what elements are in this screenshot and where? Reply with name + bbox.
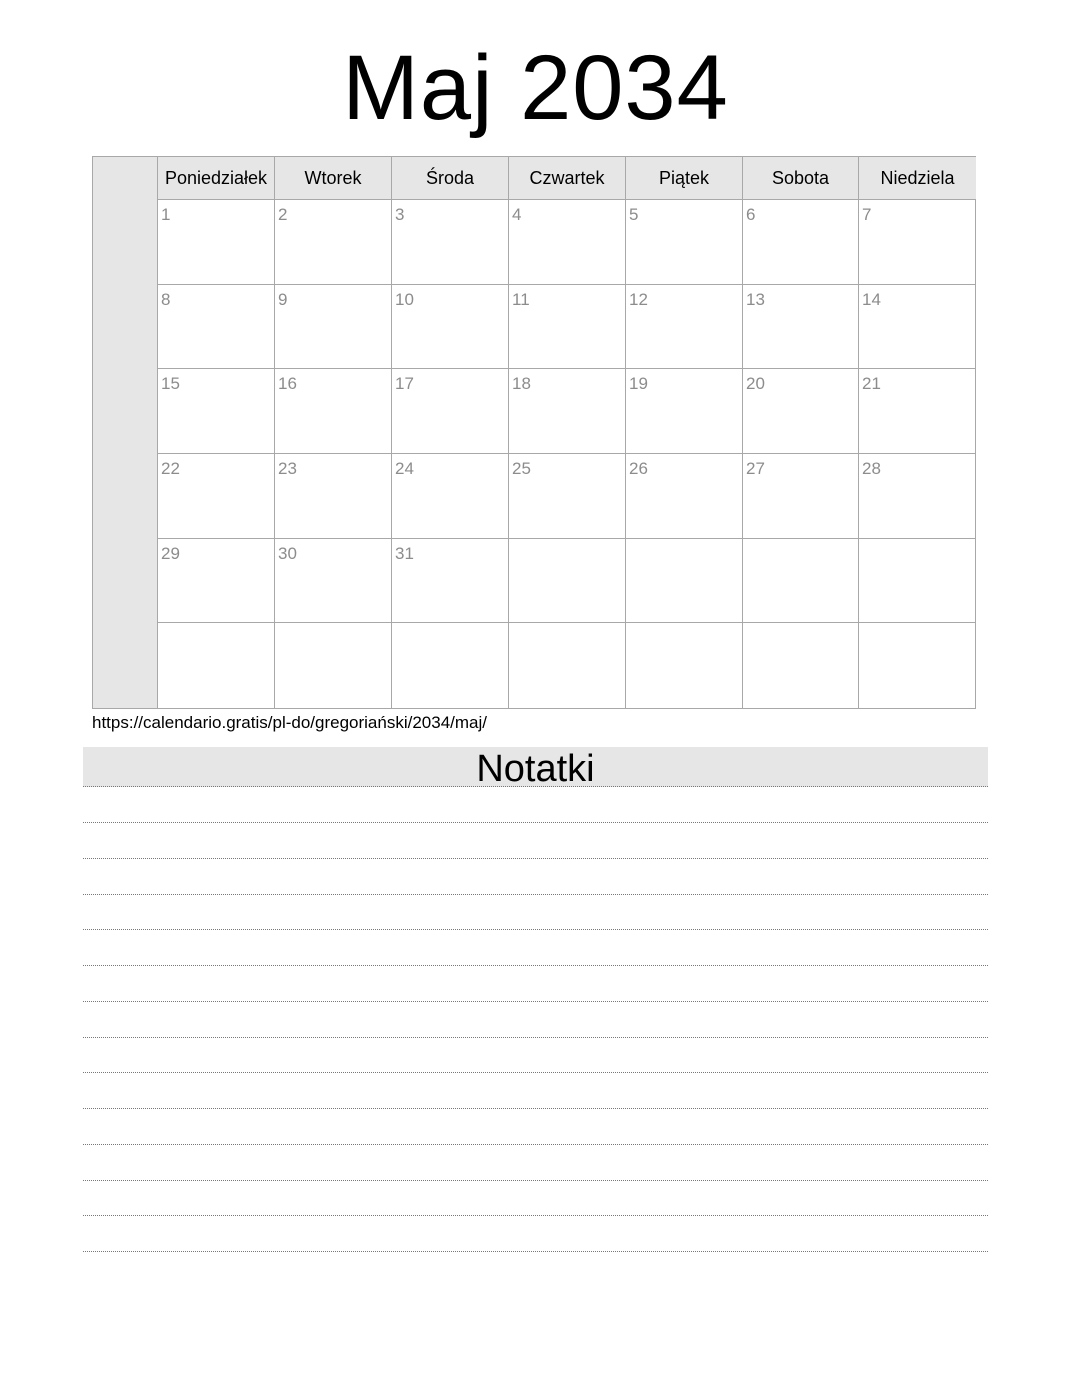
- note-line[interactable]: [83, 1072, 988, 1073]
- note-line[interactable]: [83, 1001, 988, 1002]
- day-cell[interactable]: [743, 539, 859, 624]
- day-cell[interactable]: [859, 539, 976, 624]
- calendar-title: Maj 2034: [342, 37, 729, 139]
- day-cell[interactable]: [509, 454, 626, 539]
- day-cell[interactable]: [275, 200, 392, 285]
- day-number: 19: [629, 374, 648, 394]
- day-number: 31: [395, 543, 414, 563]
- day-cell[interactable]: [275, 369, 392, 454]
- day-number: 1: [161, 205, 171, 224]
- day-cell[interactable]: [626, 454, 743, 539]
- weekday-header: Niedziela: [859, 157, 976, 200]
- day-cell[interactable]: [392, 200, 509, 285]
- week-number-column: [93, 157, 158, 708]
- note-line[interactable]: [83, 1144, 988, 1145]
- day-cell[interactable]: [509, 623, 626, 708]
- day-cell[interactable]: [275, 454, 392, 539]
- day-cell[interactable]: [626, 623, 743, 708]
- day-cell[interactable]: [392, 285, 509, 370]
- day-cell[interactable]: [392, 623, 509, 708]
- note-line[interactable]: [83, 1108, 988, 1109]
- note-line[interactable]: [83, 1037, 988, 1038]
- day-cell[interactable]: [859, 454, 976, 539]
- day-number: 2: [278, 205, 288, 224]
- day-number: 23: [278, 458, 297, 478]
- day-number: 16: [278, 374, 297, 394]
- source-url[interactable]: https://calendario.gratis/pl-do/gregoriański/2034/maj/: [92, 713, 487, 732]
- day-number: 6: [746, 205, 756, 224]
- day-cell[interactable]: [509, 285, 626, 370]
- notes-title: Notatki: [83, 747, 988, 787]
- weekday-header: Piątek: [626, 157, 743, 200]
- day-cell[interactable]: [158, 623, 275, 708]
- weekday-header: Wtorek: [275, 157, 392, 200]
- day-cell[interactable]: [626, 369, 743, 454]
- day-cell[interactable]: [859, 200, 976, 285]
- calendar-grid: [92, 156, 976, 709]
- note-line[interactable]: [83, 822, 988, 823]
- day-cell[interactable]: [158, 200, 275, 285]
- day-cell[interactable]: [392, 454, 509, 539]
- note-line[interactable]: [83, 858, 988, 859]
- day-cell[interactable]: [509, 200, 626, 285]
- day-number: 8: [161, 289, 171, 309]
- day-number: 29: [161, 543, 180, 563]
- day-number: 5: [629, 205, 639, 224]
- day-number: 10: [395, 289, 414, 309]
- day-cell[interactable]: [158, 369, 275, 454]
- day-number: 26: [629, 458, 648, 478]
- day-cell[interactable]: [626, 285, 743, 370]
- day-cell[interactable]: [275, 623, 392, 708]
- day-cell[interactable]: [275, 539, 392, 624]
- day-number: 30: [278, 543, 297, 563]
- day-number: 3: [395, 205, 405, 224]
- day-number: 24: [395, 458, 414, 478]
- note-line[interactable]: [83, 929, 988, 930]
- day-cell[interactable]: [158, 539, 275, 624]
- day-number: 13: [746, 289, 765, 309]
- day-cell[interactable]: [859, 623, 976, 708]
- day-cell[interactable]: [743, 369, 859, 454]
- note-line[interactable]: [83, 965, 988, 966]
- day-cell[interactable]: [392, 539, 509, 624]
- calendar-table: [158, 157, 975, 708]
- day-cell[interactable]: [158, 454, 275, 539]
- day-number: 22: [161, 458, 180, 478]
- note-line[interactable]: [83, 894, 988, 895]
- note-line[interactable]: [83, 1180, 988, 1181]
- day-cell[interactable]: [626, 200, 743, 285]
- day-cell[interactable]: [626, 539, 743, 624]
- day-cell[interactable]: [743, 285, 859, 370]
- day-cell[interactable]: [158, 285, 275, 370]
- day-number: 15: [161, 374, 180, 394]
- day-number: 18: [512, 374, 531, 394]
- day-cell[interactable]: [509, 369, 626, 454]
- day-number: 7: [862, 205, 872, 224]
- weekday-header: Poniedziałek: [158, 157, 275, 200]
- day-number: 14: [862, 289, 881, 309]
- note-line[interactable]: [83, 1215, 988, 1216]
- day-cell[interactable]: [859, 369, 976, 454]
- weekday-header: Środa: [392, 157, 509, 200]
- weekday-header: Czwartek: [509, 157, 626, 200]
- day-cell[interactable]: [743, 200, 859, 285]
- day-number: 21: [862, 374, 881, 394]
- day-number: 12: [629, 289, 648, 309]
- day-number: 25: [512, 458, 531, 478]
- day-number: 28: [862, 458, 881, 478]
- day-number: 17: [395, 374, 414, 394]
- day-cell[interactable]: [743, 454, 859, 539]
- weekday-header: Sobota: [743, 157, 859, 200]
- day-number: 11: [512, 289, 530, 309]
- day-cell[interactable]: [275, 285, 392, 370]
- day-number: 20: [746, 374, 765, 394]
- note-line[interactable]: [83, 1251, 988, 1252]
- day-cell[interactable]: [859, 285, 976, 370]
- day-number: 9: [278, 289, 288, 309]
- day-number: 27: [746, 458, 765, 478]
- day-cell[interactable]: [392, 369, 509, 454]
- day-cell[interactable]: [509, 539, 626, 624]
- day-cell[interactable]: [743, 623, 859, 708]
- day-number: 4: [512, 205, 522, 224]
